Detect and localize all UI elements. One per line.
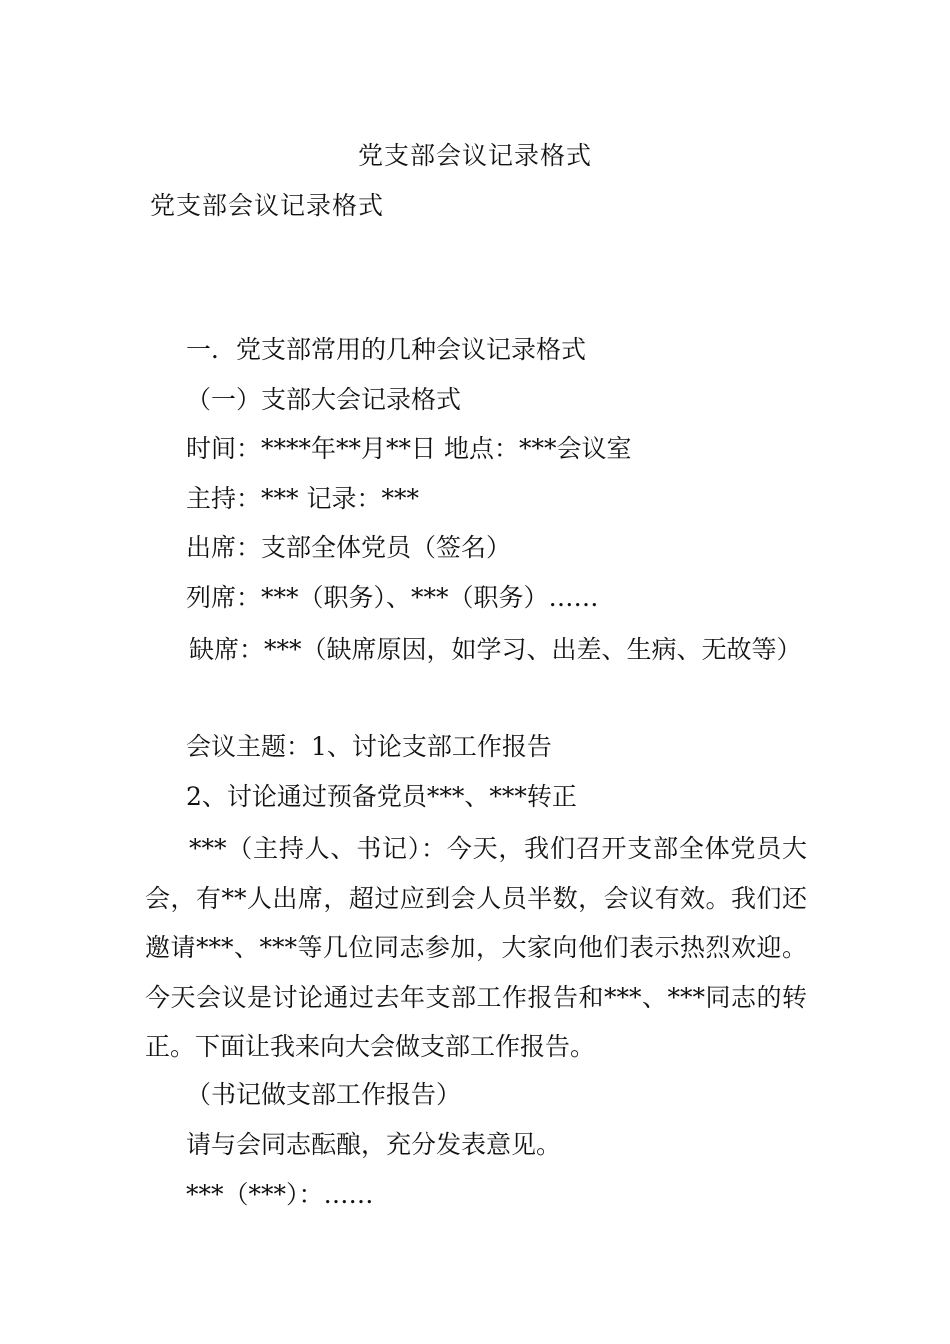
report-note-line: （书记做支部工作报告） xyxy=(186,1080,462,1109)
absent-text: 缺席：***（缺席原因，如学习、出差、生病、无故等） xyxy=(189,635,802,664)
topic-line-1: 会议主题：1、讨论支部工作报告 xyxy=(186,732,552,761)
document-subtitle: 党支部会议记录格式 xyxy=(150,191,385,220)
attendees-line: 出席：支部全体党员（签名） xyxy=(186,533,512,562)
host-speech-text: ***（主持人、书记）：今天，我们召开支部全体党员大会，有**人出席，超过应到会人员半数，会议有效。我们还邀请***、***等几位同志参加，大家向他们表示热烈欢迎。今天会议是讨论通过去年支部工作报告和***、***同志的转正。下面让我来向大会做支部工作报告。 xyxy=(145,834,807,1061)
topic-line-2: 2、讨论通过预备党员***、***转正 xyxy=(186,782,577,811)
section-heading: 一．党支部常用的几种会议记录格式 xyxy=(186,335,587,364)
speaker-line: ***（***）：…… xyxy=(186,1180,374,1209)
observers-line: 列席：***（职务）、***（职务）…… xyxy=(186,583,599,612)
host-speech-paragraph xyxy=(145,824,807,1072)
document-title: 党支部会议记录格式 xyxy=(357,141,592,170)
invite-line: 请与会同志酝酿，充分发表意见。 xyxy=(186,1130,562,1159)
host-recorder-line: 主持：*** 记录：*** xyxy=(186,484,419,513)
absent-paragraph xyxy=(145,625,807,675)
subsection-heading: （一）支部大会记录格式 xyxy=(186,385,462,414)
time-place-line: 时间：****年**月**日 地点：***会议室 xyxy=(186,434,632,463)
